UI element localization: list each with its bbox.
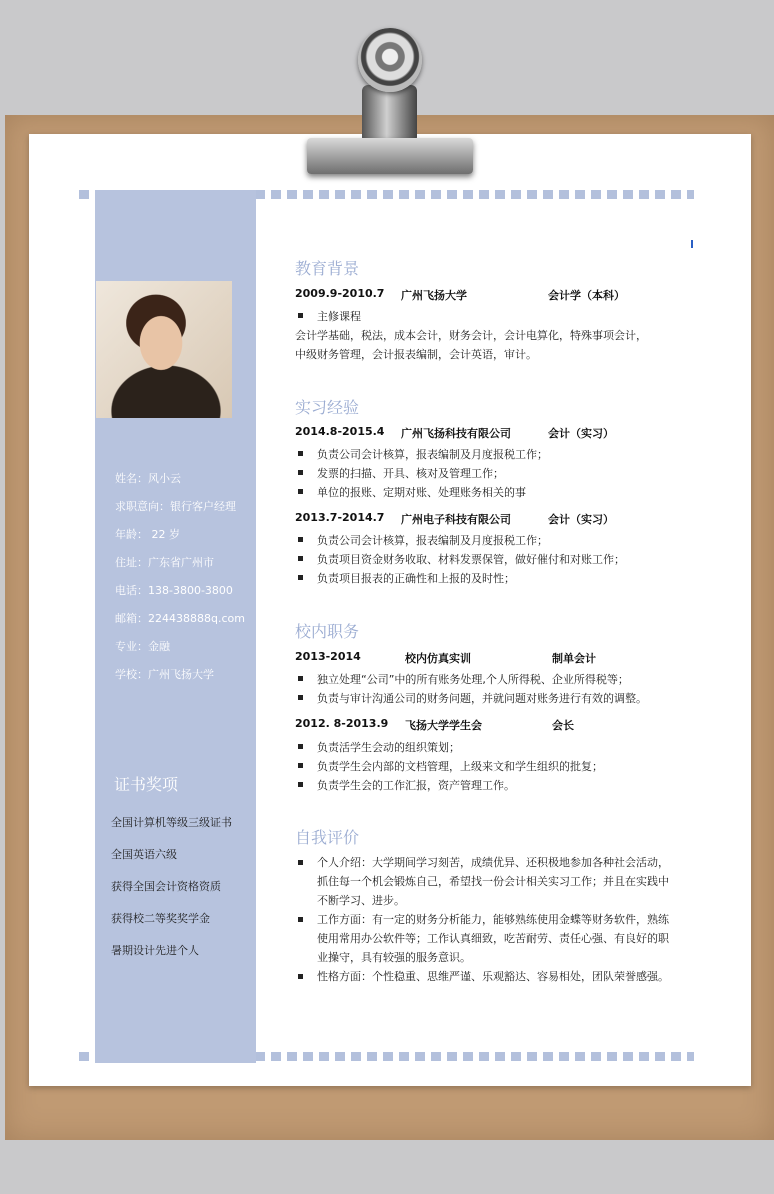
binder-clip[interactable] (307, 138, 473, 174)
job-duty: 发票的扫描、开具、核对及管理工作； (317, 467, 504, 480)
job-date: 2013.7-2014.7 (295, 511, 385, 524)
position-duty: 负责学生会的工作汇报，资产管理工作。 (317, 779, 515, 792)
education-bullet: 主修课程 (317, 310, 361, 323)
info-email: 邮箱：224438888q.com (115, 612, 245, 625)
position-duty: 负责活学生会动的组织策划； (317, 741, 460, 754)
corner-mark (691, 240, 693, 248)
profile-photo (96, 281, 232, 418)
info-address: 住址：广东省广州市 (115, 556, 214, 569)
info-school: 学校：广州飞扬大学 (115, 668, 214, 681)
info-phone: 电话：138-3800-3800 (115, 584, 233, 597)
education-courses-line: 中级财务管理，会计报表编制，会计英语，审计。 (295, 348, 537, 361)
info-name: 姓名：风小云 (115, 472, 181, 485)
job-duty: 负责项目资金财务收取、材料发票保管，做好催付和对账工作； (317, 553, 625, 566)
cert-item: 全国计算机等级三级证书 (111, 816, 232, 829)
position-duty: 独立处理“公司”中的所有账务处理,个人所得税、企业所得税等； (317, 673, 629, 686)
job-date: 2014.8-2015.4 (295, 425, 385, 438)
cert-item: 获得校二等奖奖学金 (111, 912, 210, 925)
position-role: 制单会计 (552, 652, 596, 665)
job-company: 广州飞扬科技有限公司 (401, 427, 511, 440)
cert-item: 获得全国会计资格资质 (111, 880, 221, 893)
education-title: 教育背景 (295, 259, 360, 278)
job-duty: 负责项目报表的正确性和上报的及时性； (317, 572, 515, 585)
job-company: 广州电子科技有限公司 (401, 513, 511, 526)
self-eval-item: 性格方面：个性稳重、思维严谨、乐观豁达、容易相处，团队荣誉感强。 (317, 967, 675, 986)
clip-neck (362, 85, 417, 143)
cert-section-title: 证书奖项 (114, 775, 179, 794)
campus-title: 校内职务 (295, 622, 360, 641)
self-eval-title: 自我评价 (295, 828, 360, 847)
job-duty: 负责公司会计核算，报表编制及月度报税工作； (317, 448, 548, 461)
position-org: 飞扬大学学生会 (405, 719, 482, 732)
job-role: 会计（实习） (548, 513, 614, 526)
position-org: 校内仿真实训 (405, 652, 471, 665)
self-eval-item: 工作方面：有一定的财务分析能力，能够熟练使用金蝶等财务软件，熟练使用常用办公软件等；工作认真细致，吃苦耐劳、责任心强、有良好的职业操守，具有较强的服务意识。 (317, 910, 675, 967)
info-objective: 求职意向：银行客户经理 (115, 500, 236, 513)
internship-title: 实习经验 (295, 398, 360, 417)
position-role: 会长 (552, 719, 574, 732)
education-school: 广州飞扬大学 (401, 289, 467, 302)
education-major: 会计学（本科） (548, 289, 625, 302)
info-major: 专业：金融 (115, 640, 170, 653)
education-date: 2009.9-2010.7 (295, 287, 385, 300)
job-role: 会计（实习） (548, 427, 614, 440)
position-date: 2012. 8-2013.9 (295, 717, 389, 730)
education-courses-line: 会计学基础，税法，成本会计，财务会计，会计电算化，特殊事项会计， (295, 329, 647, 342)
info-age: 年龄： 22 岁 (115, 528, 180, 541)
job-duty: 单位的报账、定期对账、处理账务相关的事 (317, 486, 526, 499)
self-eval-item: 个人介绍：大学期间学习刻苦，成绩优异、还积极地参加各种社会活动，抓住每一个机会锻炼自己，希望找一份会计相关实习工作；并且在实践中不断学习、进步。 (317, 853, 675, 910)
position-duty: 负责与审计沟通公司的财务问题，并就问题对账务进行有效的调整。 (317, 692, 647, 705)
job-duty: 负责公司会计核算，报表编制及月度报税工作； (317, 534, 548, 547)
position-duty: 负责学生会内部的文档管理，上级来文和学生组织的批复； (317, 760, 603, 773)
cert-item: 全国英语六级 (111, 848, 177, 861)
position-date: 2013-2014 (295, 650, 361, 663)
clip-ring-icon (358, 28, 422, 92)
cert-item: 暑期设计先进个人 (111, 944, 199, 957)
